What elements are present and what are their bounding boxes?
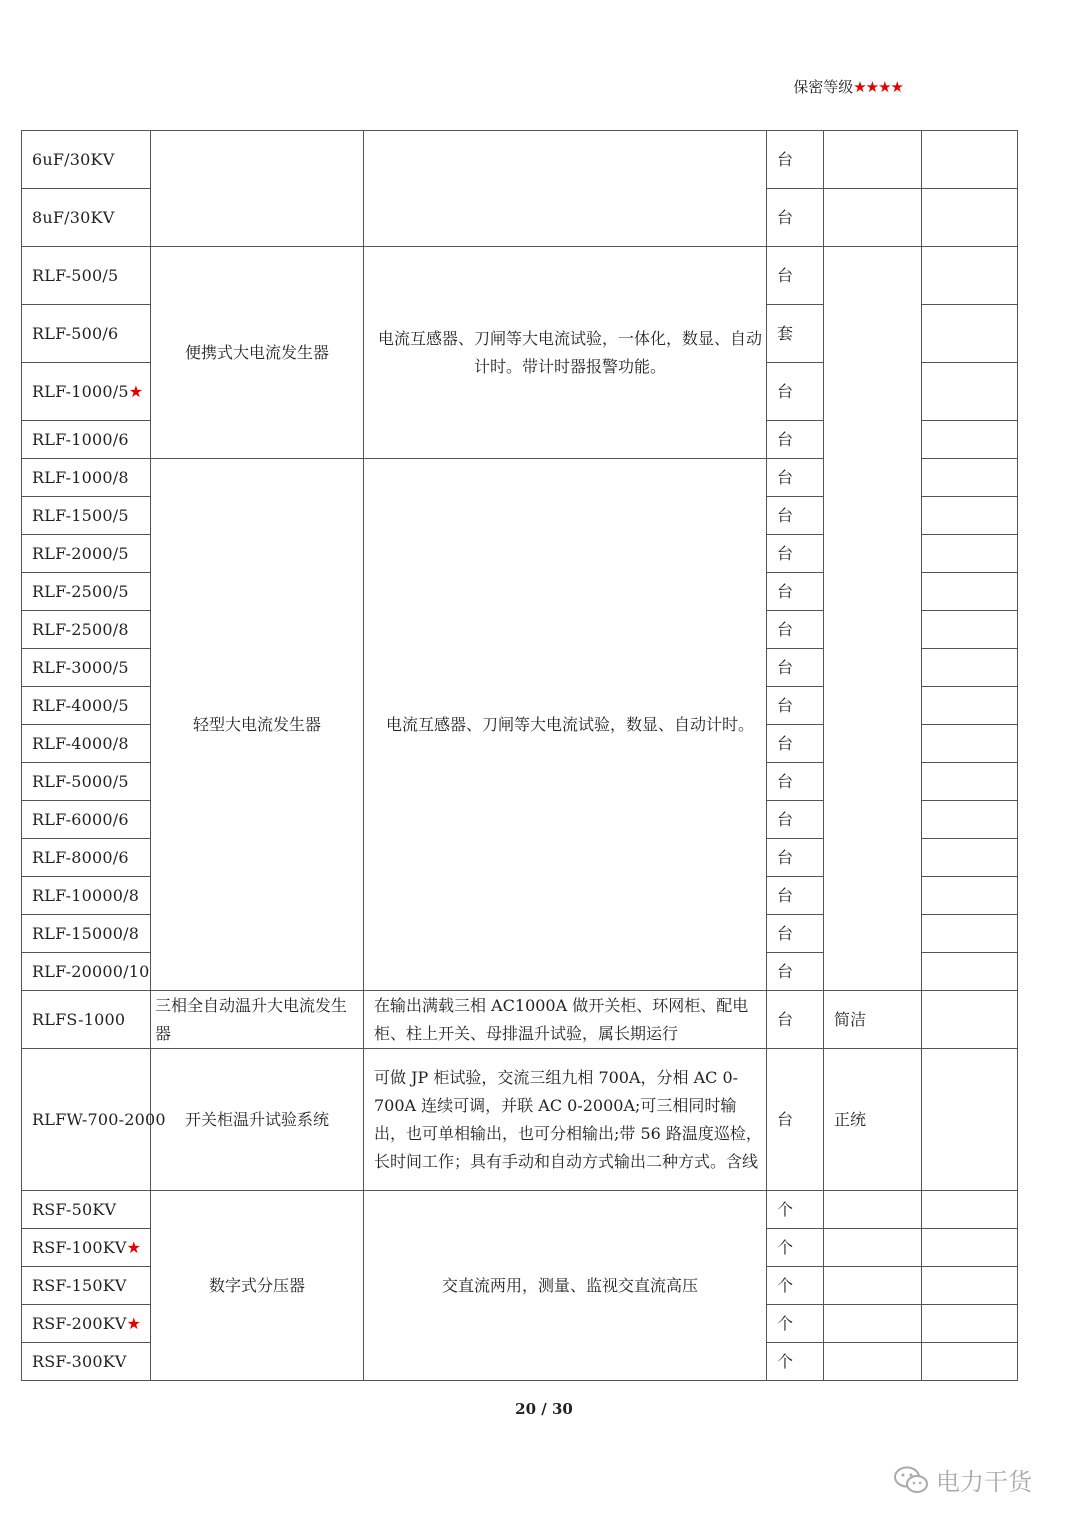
model-cell xyxy=(22,131,151,189)
model-cell xyxy=(22,1191,151,1229)
wechat-icon xyxy=(892,1465,930,1495)
remarks-cell xyxy=(922,1229,1018,1267)
model-text: RLF-2000/5 xyxy=(32,543,129,563)
model-text: RLF-1000/8 xyxy=(32,467,129,487)
model-text: RSF-300KV xyxy=(32,1351,127,1371)
table-row xyxy=(22,131,1018,189)
remarks-cell xyxy=(922,247,1018,305)
model-text: RSF-150KV xyxy=(32,1275,127,1295)
note-cell: 简洁 xyxy=(824,991,922,1049)
remarks-cell xyxy=(922,459,1018,497)
model-cell xyxy=(22,1267,151,1305)
security-level-stars: ★★★★ xyxy=(853,78,903,96)
remarks-cell xyxy=(922,725,1018,763)
unit-cell: 台 xyxy=(767,497,824,535)
model-cell xyxy=(22,459,151,497)
model-text: RLF-20000/10 xyxy=(32,961,150,981)
description-cell xyxy=(364,131,767,247)
model-cell xyxy=(22,839,151,877)
unit-cell: 台 xyxy=(767,573,824,611)
remarks-cell xyxy=(922,877,1018,915)
remarks-cell xyxy=(922,953,1018,991)
description-cell: 交直流两用，测量、监视交直流高压 xyxy=(364,1191,767,1381)
remarks-cell xyxy=(922,611,1018,649)
model-text: RLFS-1000 xyxy=(32,1009,126,1029)
unit-cell: 个 xyxy=(767,1267,824,1305)
model-cell xyxy=(22,497,151,535)
model-cell xyxy=(22,1305,151,1343)
unit-cell: 台 xyxy=(767,459,824,497)
unit-cell: 台 xyxy=(767,611,824,649)
model-text: RLF-8000/6 xyxy=(32,847,129,867)
note-cell: 正统 xyxy=(824,1049,922,1191)
model-cell xyxy=(22,915,151,953)
model-text: RLF-4000/8 xyxy=(32,733,129,753)
table-row xyxy=(22,991,1018,1049)
model-text: 8uF/30KV xyxy=(32,207,115,227)
remarks-cell xyxy=(922,305,1018,363)
note-cell xyxy=(824,1343,922,1381)
remarks-cell xyxy=(922,535,1018,573)
model-cell xyxy=(22,801,151,839)
unit-cell: 台 xyxy=(767,363,824,421)
recommended-star-icon: ★ xyxy=(128,381,144,401)
model-text: RLF-10000/8 xyxy=(32,885,140,905)
remarks-cell xyxy=(922,1305,1018,1343)
model-text: RLFW-700-2000 xyxy=(32,1109,166,1129)
model-text: RLF-2500/8 xyxy=(32,619,129,639)
remarks-cell xyxy=(922,991,1018,1049)
model-cell xyxy=(22,363,151,421)
remarks-cell xyxy=(922,131,1018,189)
model-text: RLF-3000/5 xyxy=(32,657,129,677)
model-cell xyxy=(22,611,151,649)
unit-cell: 个 xyxy=(767,1343,824,1381)
remarks-cell xyxy=(922,573,1018,611)
watermark-text: 电力干货 xyxy=(936,1468,1032,1496)
table-row xyxy=(22,1049,1018,1191)
security-level xyxy=(793,76,903,97)
note-cell xyxy=(824,1267,922,1305)
model-cell xyxy=(22,305,151,363)
model-text: RLF-4000/5 xyxy=(32,695,129,715)
model-text: 6uF/30KV xyxy=(32,149,115,169)
product-name-cell xyxy=(151,131,364,247)
model-cell xyxy=(22,725,151,763)
remarks-cell xyxy=(922,189,1018,247)
model-cell xyxy=(22,877,151,915)
model-cell xyxy=(22,1229,151,1267)
model-cell xyxy=(22,1049,166,1191)
unit-cell: 台 xyxy=(767,247,824,305)
model-text: RLF-500/5 xyxy=(32,265,119,285)
description-cell: 电流互感器、刀闸等大电流试验，数显、自动计时。 xyxy=(364,459,767,991)
note-cell xyxy=(824,247,922,991)
table-row xyxy=(22,1191,1018,1229)
model-cell xyxy=(22,763,151,801)
product-name-cell: 数字式分压器 xyxy=(151,1191,364,1381)
remarks-cell xyxy=(922,649,1018,687)
recommended-star-icon: ★ xyxy=(126,1313,142,1333)
model-cell xyxy=(22,953,151,991)
model-cell xyxy=(22,687,151,725)
unit-cell: 台 xyxy=(767,915,824,953)
unit-cell: 台 xyxy=(767,649,824,687)
note-cell xyxy=(824,1229,922,1267)
model-text: RSF-100KV xyxy=(32,1237,127,1257)
unit-cell: 个 xyxy=(767,1305,824,1343)
model-text: RSF-50KV xyxy=(32,1199,117,1219)
model-cell xyxy=(22,573,151,611)
model-text: RLF-5000/5 xyxy=(32,771,129,791)
model-cell xyxy=(22,991,151,1049)
remarks-cell xyxy=(922,763,1018,801)
model-text: RSF-200KV xyxy=(32,1313,127,1333)
description-cell: 电流互感器、刀闸等大电流试验，一体化，数显、自动计时。带计时器报警功能。 xyxy=(364,247,767,459)
note-cell xyxy=(824,131,922,189)
unit-cell: 套 xyxy=(767,305,824,363)
unit-cell: 台 xyxy=(767,991,824,1049)
unit-cell: 台 xyxy=(767,421,824,459)
model-cell xyxy=(22,421,151,459)
recommended-star-icon: ★ xyxy=(126,1237,142,1257)
unit-cell: 台 xyxy=(767,839,824,877)
table-row xyxy=(22,247,1018,305)
model-text: RLF-1000/6 xyxy=(32,429,129,449)
model-text: RLF-1000/5 xyxy=(32,381,129,401)
unit-cell: 个 xyxy=(767,1191,824,1229)
note-cell xyxy=(824,1305,922,1343)
remarks-cell xyxy=(922,1267,1018,1305)
unit-cell: 台 xyxy=(767,535,824,573)
remarks-cell xyxy=(922,687,1018,725)
model-cell xyxy=(22,649,151,687)
model-text: RLF-6000/6 xyxy=(32,809,129,829)
remarks-cell xyxy=(922,1191,1018,1229)
unit-cell: 台 xyxy=(767,877,824,915)
remarks-cell xyxy=(922,497,1018,535)
remarks-cell xyxy=(922,839,1018,877)
remarks-cell xyxy=(922,1343,1018,1381)
product-name-cell: 开关柜温升试验系统 xyxy=(151,1049,364,1191)
description-cell: 可做 JP 柜试验，交流三组九相 700A，分相 AC 0-700A 连续可调，并联 AC 0-2000A;可三相同时输出，也可单相输出，也可分相输出;带 56 路温度巡检，长时间工作；具有手动和自动方式输出二种方式。含线 xyxy=(364,1049,767,1191)
note-cell xyxy=(824,1191,922,1229)
unit-cell: 台 xyxy=(767,687,824,725)
unit-cell: 台 xyxy=(767,763,824,801)
model-cell xyxy=(22,535,151,573)
product-name-cell: 三相全自动温升大电流发生器 xyxy=(151,991,364,1049)
description-cell: 在输出满载三相 AC1000A 做开关柜、环网柜、配电柜、柱上开关、母排温升试验，属长期运行 xyxy=(364,991,767,1049)
model-cell xyxy=(22,247,151,305)
unit-cell: 台 xyxy=(767,131,824,189)
page-number: 20 / 30 xyxy=(515,1400,573,1418)
model-text: RLF-2500/5 xyxy=(32,581,129,601)
product-name-cell: 轻型大电流发生器 xyxy=(151,459,364,991)
unit-cell: 个 xyxy=(767,1229,824,1267)
remarks-cell xyxy=(922,801,1018,839)
model-cell xyxy=(22,189,151,247)
remarks-cell xyxy=(922,363,1018,421)
unit-cell: 台 xyxy=(767,725,824,763)
note-cell xyxy=(824,189,922,247)
unit-cell: 台 xyxy=(767,189,824,247)
product-table xyxy=(21,130,1018,1381)
model-cell xyxy=(22,1343,151,1381)
product-name-cell: 便携式大电流发生器 xyxy=(151,247,364,459)
unit-cell: 台 xyxy=(767,953,824,991)
unit-cell: 台 xyxy=(767,801,824,839)
remarks-cell xyxy=(922,1049,1018,1191)
model-text: RLF-15000/8 xyxy=(32,923,140,943)
unit-cell: 台 xyxy=(767,1049,824,1191)
watermark xyxy=(892,1462,1032,1497)
remarks-cell xyxy=(922,915,1018,953)
remarks-cell xyxy=(922,421,1018,459)
security-level-label: 保密等级 xyxy=(793,78,854,96)
model-text: RLF-500/6 xyxy=(32,323,119,343)
model-text: RLF-1500/5 xyxy=(32,505,129,525)
